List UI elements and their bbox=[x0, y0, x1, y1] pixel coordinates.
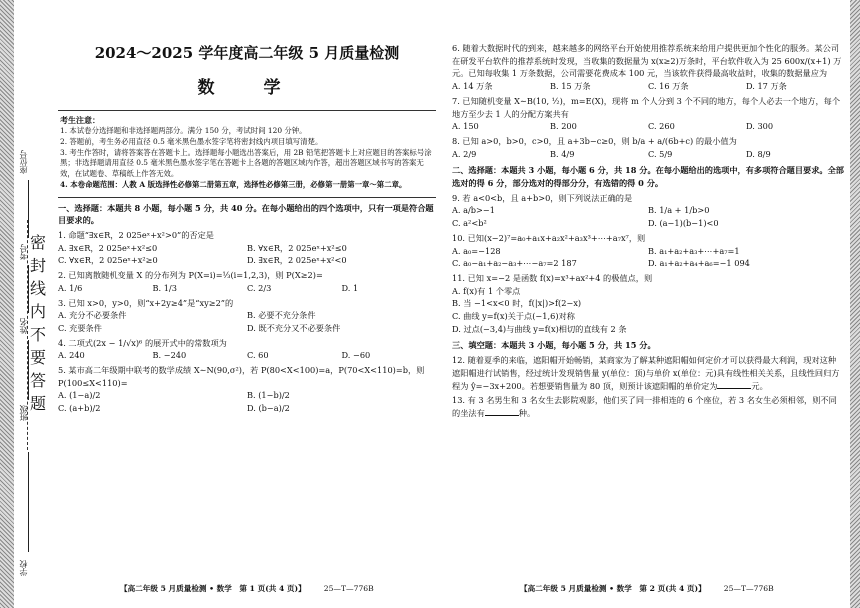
option-d: D. a₁+a₂+a₄+a₆=−1 094 bbox=[648, 258, 750, 269]
section-heading: 二、选择题：本题共 3 小题，每小题 6 分，共 18 分。在每小题给出的选项中，有多项符合题目要求。全部选对的得 6 分，部分选对的得部分分，有选错的得 0 分。 bbox=[452, 165, 844, 189]
option-b: B. 200 bbox=[550, 121, 577, 132]
option-b: B. (1−b)/2 bbox=[247, 390, 290, 401]
option-c: C. 16 万条 bbox=[648, 81, 689, 92]
question-6 bbox=[452, 42, 844, 93]
question-4 bbox=[58, 337, 436, 362]
question-tail: 元。 bbox=[751, 380, 768, 391]
option-a: A. (1−a)/2 bbox=[58, 390, 101, 401]
option-c: C. ∀x∈R，2 025eˣ+x²≥0 bbox=[58, 255, 158, 266]
right-column bbox=[452, 40, 844, 420]
option-c: C. a²<b² bbox=[452, 218, 487, 229]
question-options bbox=[452, 120, 844, 133]
option-a: A. 150 bbox=[452, 121, 479, 132]
binding-label-name: 姓名 bbox=[19, 318, 28, 334]
left-edge-pattern bbox=[0, 0, 14, 608]
option-d: D. 300 bbox=[746, 121, 774, 132]
option-b: B. a₁+a₂+a₃+⋯+a₇=1 bbox=[648, 245, 740, 256]
option-a: A. a/b>−1 bbox=[452, 205, 495, 216]
question-stem: 9. 若 a<0<b，且 a+b>0，则下列说法正确的是 bbox=[452, 192, 633, 203]
question-options bbox=[58, 282, 436, 295]
answer-blank bbox=[717, 380, 751, 389]
option-c: C. 5/9 bbox=[648, 148, 673, 159]
question-stem: 5. 某市高二年级期中联考的数学成绩 X∼N(90,σ²)，若 P(80<X<100)=a，P(70<X<110)=b，则 P(100≤X<110)= bbox=[58, 365, 425, 388]
binding-label-school: 学校 bbox=[19, 560, 28, 576]
instructions-heading: 考生注意： bbox=[60, 114, 100, 125]
option-d: D. 8/9 bbox=[746, 148, 771, 159]
instruction-item: 3. 考生作答时，请将答案答在答题卡上。选择题每小题选出答案后，用 2B 铅笔把答题卡上对应题目的答案标号涂黑；非选择题请用直径 0.5 毫米黑色墨水签字笔在答题卡上各题的答题区域内作答，超出答题区域书写的答案无效，在试题卷、草稿纸上作答无效。 bbox=[60, 147, 432, 179]
question-8 bbox=[452, 135, 844, 160]
option-a: A. 14 万条 bbox=[452, 81, 493, 92]
instruction-item: 4. 本卷命题范围：人教 A 版选择性必修第二册第五章，选择性必修第三册，必修第一册第一章～第二章。 bbox=[60, 179, 407, 189]
option-b: B. 15 万条 bbox=[550, 81, 591, 92]
option-a: A. a₀=−128 bbox=[452, 245, 501, 256]
footer-code: 25—T—776B bbox=[323, 584, 374, 593]
option-d: D. 17 万条 bbox=[746, 81, 787, 92]
option-b: B. 4/9 bbox=[550, 148, 575, 159]
option-b: B. 必要不充分条件 bbox=[247, 310, 316, 321]
option-d: D. 过点(−3,4)与曲线 y=f(x)相切的直线有 2 条 bbox=[452, 323, 627, 334]
option-c: C. 60 bbox=[247, 350, 269, 361]
question-9 bbox=[452, 192, 844, 230]
option-b: B. 1/a + 1/b>0 bbox=[648, 205, 710, 216]
right-edge-pattern bbox=[850, 0, 860, 608]
option-d: D. 1 bbox=[341, 282, 359, 293]
question-11 bbox=[452, 272, 844, 336]
binding-label-exam-no: 考号 bbox=[19, 244, 28, 260]
question-stem: 4. 二项式(2x − 1/√x)⁶ 的展开式中的常数项为 bbox=[58, 337, 227, 348]
question-options bbox=[58, 389, 436, 414]
footer-code: 25—T—776B bbox=[723, 584, 774, 593]
question-3 bbox=[58, 297, 436, 335]
option-c: C. a₀−a₁+a₂−a₃+⋯−a₇=2 187 bbox=[452, 258, 577, 269]
instruction-item: 1. 本试卷分选择题和非选择题两部分。满分 150 分，考试时间 120 分钟。 bbox=[60, 126, 307, 136]
question-stem: 8. 已知 a>0，b>0，c>0，且 a+3b−c≥0，则 b/a + a/(6b+c) 的最小值为 bbox=[452, 135, 737, 146]
binding-label-class: 班级 bbox=[19, 405, 28, 421]
question-stem: 2. 已知离散随机变量 X 的分布列为 P(X=i)=⅓(i=1,2,3)，则 P(X≥2)= bbox=[58, 270, 323, 281]
binding-label-seat: 座位号 bbox=[19, 150, 28, 174]
option-c: C. 曲线 y=f(x)关于点(−1,6)对称 bbox=[452, 311, 575, 322]
question-7 bbox=[452, 95, 844, 133]
instruction-item: 2. 答题前，考生务必用直径 0.5 毫米黑色墨水签字笔将密封线内项目填写清楚。 bbox=[60, 136, 323, 146]
option-d: D. 既不充分又不必要条件 bbox=[247, 322, 341, 333]
option-c: C. 2/3 bbox=[247, 282, 272, 293]
option-a: A. 240 bbox=[58, 350, 85, 361]
question-stem: 1. 命题“∃x∈R，2 025eˣ+x²>0”的否定是 bbox=[58, 230, 214, 240]
option-b: B. 1/3 bbox=[152, 282, 177, 293]
option-c: C. (a+b)/2 bbox=[58, 403, 101, 414]
instructions-box bbox=[58, 110, 436, 198]
question-stem: 12. 随着夏季的来临，遮阳帽开始畅销，某商家为了解某种遮阳帽如何定价才可以获得最大利润，现对这种遮阳帽进行试销售，经过统计发现销售量 y(单位：顶)与单价 x(单位：元)具有线性相关关系，且线性回归方程为 ŷ=−3x+200。若想要销售量为 80 顶，则预计该遮阳帽的单价定为 bbox=[452, 355, 840, 391]
question-12 bbox=[452, 354, 844, 392]
option-a: A. f(x)有 1 个零点 bbox=[452, 285, 521, 296]
section-heading: 一、选择题：本题共 8 小题，每小题 5 分，共 40 分。在每小题给出的四个选项中，只有一项是符合题目要求的。 bbox=[58, 202, 434, 226]
option-b: B. 当 −1<x<0 时，f(|x|)>f(2−x) bbox=[452, 298, 582, 309]
binding-line bbox=[28, 452, 29, 552]
question-options bbox=[58, 349, 436, 362]
question-stem: 3. 已知 x>0，y>0，则“x+2y≥4”是“xy≥2”的 bbox=[58, 297, 234, 308]
question-10 bbox=[452, 232, 844, 270]
subject-title: 数 学 bbox=[197, 78, 297, 99]
option-a: A. 2/9 bbox=[452, 148, 477, 159]
exam-title: 2024～2025 学年度高二年级 5 月质量检测 bbox=[94, 44, 400, 62]
option-c: C. 260 bbox=[648, 121, 675, 132]
question-options bbox=[58, 242, 436, 267]
option-b: B. ∀x∈R，2 025eˣ+x²≤0 bbox=[247, 242, 347, 253]
option-d: D. ∃x∈R，2 025eˣ+x²<0 bbox=[247, 255, 347, 266]
left-column bbox=[58, 38, 436, 415]
seal-text: 密 封 线 内 不 要 答 题 bbox=[30, 233, 59, 413]
question-tail: 种。 bbox=[518, 407, 536, 418]
question-stem: 13. 有 3 名男生和 3 名女生去影院观影，他们买了同一排相连的 6 个座位，若 3 名女生必须相邻，则不同的坐法有 bbox=[452, 395, 837, 418]
option-d: D. −60 bbox=[341, 350, 371, 361]
option-b: B. −240 bbox=[152, 350, 187, 361]
question-stem: 11. 已知 x=−2 是函数 f(x)=x³+ax²+4 的极值点，则 bbox=[452, 272, 653, 283]
footer-page-label: 【高二年级 5 月质量检测 • 数学 第 2 页(共 4 页)】 bbox=[520, 584, 706, 593]
question-options bbox=[452, 80, 844, 93]
question-13 bbox=[452, 394, 844, 419]
question-1 bbox=[58, 229, 436, 267]
section-heading: 三、填空题：本题共 3 小题，每小题 5 分，共 15 分。 bbox=[452, 340, 656, 351]
footer-left bbox=[120, 583, 374, 594]
footer-page-label: 【高二年级 5 月质量检测 • 数学 第 1 页(共 4 页)】 bbox=[120, 584, 306, 593]
question-options bbox=[58, 309, 436, 334]
question-stem: 7. 已知随机变量 X∼B(10, ½)，m=E(X)，现将 m 个人分到 3 个不同的地方，每个人必去一个地方，每个地方至少去 1 人的分配方案共有 bbox=[452, 95, 841, 119]
option-a: A. ∃x∈R，2 025eˣ+x²≤0 bbox=[58, 242, 158, 253]
option-a: A. 充分不必要条件 bbox=[58, 310, 127, 321]
question-options bbox=[452, 204, 844, 229]
question-2 bbox=[58, 269, 436, 294]
option-d: D. (a−1)(b−1)<0 bbox=[648, 218, 719, 229]
question-stem: 10. 已知(x−2)⁷=a₀+a₁x+a₂x²+a₃x³+⋯+a₇x⁷，则 bbox=[452, 232, 646, 243]
option-c: C. 充要条件 bbox=[58, 322, 102, 333]
question-options bbox=[452, 245, 844, 270]
question-stem: 6. 随着大数据时代的到来，越来越多的网络平台开始使用推荐系统来给用户提供更加个性化的服务。某公司在研发平台软件的推荐系统时发现，当收集的数据量为 x(x≥2)万条时，平台软件收入为 25 600x/(x+1) 万元。已知每收集 1 万条数据，公司需要花费成本 100 元，当该软件获得最高收益时，收集的数据量应为 bbox=[452, 43, 842, 79]
footer-right bbox=[520, 583, 774, 594]
option-a: A. 1/6 bbox=[58, 282, 83, 293]
question-options bbox=[452, 148, 844, 161]
seal-line bbox=[27, 220, 59, 450]
question-5 bbox=[58, 364, 436, 415]
answer-blank bbox=[485, 407, 519, 416]
option-d: D. (b−a)/2 bbox=[247, 403, 290, 414]
